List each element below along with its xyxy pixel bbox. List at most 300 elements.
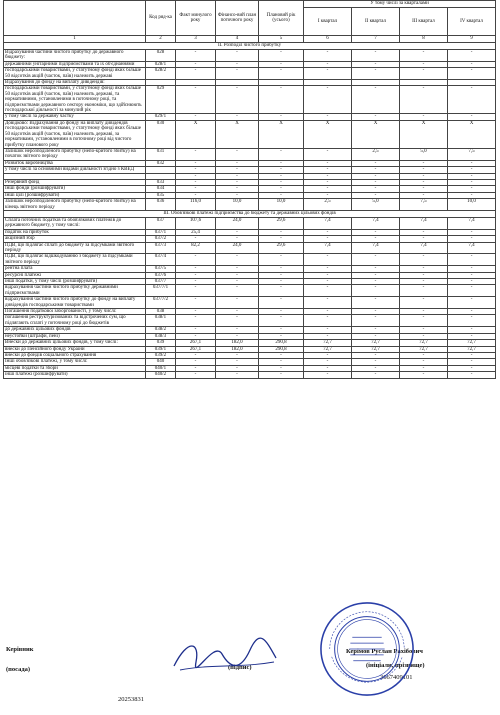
row-value-col-6: -	[304, 68, 352, 80]
row-label: Погашення податкової заборгованості, у тому числі:	[4, 309, 146, 315]
row-value-col-5: 10,0	[259, 199, 304, 211]
row-value-col-7: -	[352, 61, 400, 67]
row-value-col-8: -	[400, 229, 448, 235]
row-code: 037/7	[146, 279, 176, 285]
row-value-col-3: 116,0	[176, 199, 216, 211]
row-value-col-6: -	[304, 266, 352, 272]
row-value-col-8: -	[400, 359, 448, 365]
row-value-col-5: -	[259, 179, 304, 185]
row-value-col-7: -	[352, 365, 400, 371]
row-value-col-6: -	[304, 365, 352, 371]
row-value-col-8: -	[400, 372, 448, 378]
manager-name: Керімов Руслан Рахібович	[346, 648, 423, 655]
row-code: 038/2	[146, 327, 176, 333]
row-value-col-7: -	[352, 372, 400, 378]
row-label: внески до фондів соціального страхування	[4, 352, 146, 358]
row-value-col-9: -	[448, 372, 496, 378]
row-value-col-7: 5,0	[352, 199, 400, 211]
row-value-col-4: -	[216, 236, 259, 242]
official-stamp	[318, 600, 416, 698]
row-code: 040/1	[146, 365, 176, 371]
row-value-col-3: -	[176, 160, 216, 166]
row-value-col-5: -	[259, 333, 304, 339]
row-value-col-6: -	[304, 309, 352, 315]
row-value-col-5: -	[259, 50, 304, 62]
row-code: 037/3	[146, 242, 176, 254]
row-value-col-3: 267,1	[176, 340, 216, 346]
row-value-col-4: -	[216, 315, 259, 327]
row-value-col-7: -	[352, 186, 400, 192]
row-value-col-8: 7,5	[400, 199, 448, 211]
table-row	[4, 199, 496, 211]
row-label: податок на прибуток	[4, 229, 146, 235]
row-value-col-8: -	[400, 68, 448, 80]
section-3-body	[4, 210, 496, 378]
name-caption: (ініціали, прізвище)	[366, 662, 425, 669]
row-value-col-9: -	[448, 285, 496, 297]
table-row	[4, 254, 496, 266]
section-2-title: II. Розподіл чистого прибутку	[4, 43, 496, 50]
column-index-7: 7	[352, 36, 400, 43]
table-row	[4, 86, 496, 114]
row-code: 028/2	[146, 68, 176, 80]
row-value-col-8: -	[400, 114, 448, 120]
row-value-col-3: -	[176, 68, 216, 80]
row-value-col-4: -	[216, 297, 259, 309]
row-value-col-3: -	[176, 372, 216, 378]
table-row	[4, 148, 496, 160]
header-q1: I квартал	[304, 8, 352, 36]
row-value-col-9: -	[448, 254, 496, 266]
row-value-col-7: -	[352, 86, 400, 114]
row-value-col-9: -	[448, 179, 496, 185]
row-value-col-3: X	[176, 120, 216, 148]
row-code: 037	[146, 217, 176, 229]
row-label: Інші цілі (розшифрувати)	[4, 192, 146, 198]
row-value-col-3: -	[176, 297, 216, 309]
row-value-col-4: -	[216, 279, 259, 285]
row-value-col-3: 107,6	[176, 217, 216, 229]
column-index-4: 4	[216, 36, 259, 43]
column-index-row	[4, 36, 496, 43]
table-row	[4, 68, 496, 80]
row-value-col-5: -	[259, 114, 304, 120]
column-index-8: 8	[400, 36, 448, 43]
row-label: Довідково: Відрахування до фонду на виплату дивідендів господарськими товариствами, у статутному фонді яких більше 50 відсотків акцій (часток, паїв) належить державі, за нормативами, установленими в поточному році від чистого прибутку планового року	[4, 120, 146, 148]
row-label: інші податки, у тому числі (розшифрувати)	[4, 279, 146, 285]
row-value-col-8: -	[400, 86, 448, 114]
row-value-col-6: 72,7	[304, 346, 352, 352]
row-value-col-6: 2,5	[304, 199, 352, 211]
row-value-col-5: -	[259, 266, 304, 272]
row-value-col-8: 72,7	[400, 340, 448, 346]
manager-title: Керівник	[6, 646, 34, 653]
row-value-col-8: -	[400, 279, 448, 285]
row-value-col-9: -	[448, 352, 496, 358]
row-label: місцеві податки та збори	[4, 365, 146, 371]
row-value-col-5: X	[259, 120, 304, 148]
row-value-col-3: -	[176, 254, 216, 266]
row-value-col-6: 7,4	[304, 217, 352, 229]
row-value-col-9: -	[448, 160, 496, 166]
row-value-col-7: -	[352, 315, 400, 327]
row-label: відрахування частини чистого прибутку державними підприємствами	[4, 285, 146, 297]
row-value-col-7: -	[352, 297, 400, 309]
row-value-col-4: -	[216, 50, 259, 62]
row-value-col-4: -	[216, 61, 259, 67]
row-value-col-8: -	[400, 333, 448, 339]
row-value-col-4: 182,0	[216, 340, 259, 346]
row-value-col-5: -	[259, 279, 304, 285]
row-value-col-4: -	[216, 68, 259, 80]
row-value-col-6: -	[304, 192, 352, 198]
row-value-col-3: -	[176, 327, 216, 333]
row-value-col-8: 7,4	[400, 242, 448, 254]
row-value-col-6: -	[304, 179, 352, 185]
row-value-col-5: -	[259, 236, 304, 242]
row-value-col-7: -	[352, 352, 400, 358]
row-value-col-4: -	[216, 365, 259, 371]
row-value-col-5: -	[259, 372, 304, 378]
row-value-col-7: -	[352, 167, 400, 173]
row-value-col-8: -	[400, 327, 448, 333]
row-value-col-9: -	[448, 186, 496, 192]
row-value-col-9: -	[448, 86, 496, 114]
row-value-col-9: 10,0	[448, 199, 496, 211]
row-value-col-3: -	[176, 173, 216, 179]
row-value-col-6: -	[304, 315, 352, 327]
row-value-col-9: -	[448, 229, 496, 235]
row-value-col-7: -	[352, 309, 400, 315]
row-value-col-5: -	[259, 86, 304, 114]
signature-caption: (підпис)	[228, 664, 252, 671]
row-value-col-4: -	[216, 309, 259, 315]
row-value-col-3: -	[176, 167, 216, 173]
row-value-col-9: 72,7	[448, 346, 496, 352]
header-article	[4, 1, 146, 36]
row-value-col-4: -	[216, 148, 259, 160]
row-code: 037/5	[146, 266, 176, 272]
row-value-col-5: -	[259, 229, 304, 235]
row-value-col-8: -	[400, 173, 448, 179]
row-value-col-9: -	[448, 279, 496, 285]
header-quarters-group: У тому числі за кварталами	[304, 1, 496, 8]
row-value-col-9: 7,5	[448, 148, 496, 160]
row-value-col-9: 7,4	[448, 242, 496, 254]
row-value-col-3: -	[176, 272, 216, 278]
row-value-col-6: -	[304, 297, 352, 309]
row-value-col-3: -	[176, 179, 216, 185]
row-value-col-8: -	[400, 297, 448, 309]
row-value-col-7: -	[352, 192, 400, 198]
row-label: Інші обов'язкові платежі, у тому числі:	[4, 359, 146, 365]
row-code: 028/1	[146, 61, 176, 67]
row-value-col-6: -	[304, 279, 352, 285]
row-label: Залишок нерозподіленого прибутку (непо-критого збитку) на початок звітного періоду	[4, 148, 146, 160]
row-code: 028	[146, 50, 176, 62]
row-value-col-5: -	[259, 309, 304, 315]
row-code: 038/3	[146, 333, 176, 339]
row-value-col-9: -	[448, 309, 496, 315]
row-value-col-6: 72,7	[304, 340, 352, 346]
document-number: 20253831	[118, 696, 144, 703]
row-value-col-5: -	[259, 352, 304, 358]
row-value-col-4: -	[216, 192, 259, 198]
row-value-col-5: -	[259, 148, 304, 160]
row-value-col-5: 29,6	[259, 217, 304, 229]
position-caption: (посада)	[6, 666, 31, 673]
row-value-col-3: -	[176, 61, 216, 67]
row-code: 031	[146, 148, 176, 160]
row-value-col-6: -	[304, 50, 352, 62]
row-value-col-5: 29,6	[259, 242, 304, 254]
row-value-col-5: -	[259, 359, 304, 365]
row-value-col-4: -	[216, 359, 259, 365]
row-value-col-7: -	[352, 333, 400, 339]
row-value-col-3: -	[176, 315, 216, 327]
row-value-col-6: -	[304, 333, 352, 339]
row-value-col-6: 7,4	[304, 242, 352, 254]
row-value-col-9: -	[448, 315, 496, 327]
row-value-col-8: -	[400, 236, 448, 242]
row-value-col-5: -	[259, 254, 304, 266]
row-label: ПДВ, що підлягає сплаті до бюджету за підсумками звітного періоду	[4, 242, 146, 254]
row-value-col-6: -	[304, 372, 352, 378]
row-value-col-6: -	[304, 114, 352, 120]
row-value-col-4: -	[216, 333, 259, 339]
row-value-col-9: -	[448, 266, 496, 272]
row-value-col-6: -	[304, 160, 352, 166]
row-label: Відрахування до фонду на виплату дивідендів:	[4, 80, 146, 86]
row-value-col-7: -	[352, 285, 400, 297]
row-value-col-3: 82,2	[176, 242, 216, 254]
row-value-col-9: -	[448, 114, 496, 120]
row-value-col-6: -	[304, 359, 352, 365]
row-value-col-4: -	[216, 114, 259, 120]
row-value-col-9: -	[448, 297, 496, 309]
header-q4: IV квартал	[448, 8, 496, 36]
row-value-col-7: -	[352, 359, 400, 365]
row-value-col-9: -	[448, 167, 496, 173]
row-value-col-4: 10,0	[216, 199, 259, 211]
row-value-col-8: -	[400, 186, 448, 192]
row-value-col-4: -	[216, 179, 259, 185]
row-value-col-7: -	[352, 173, 400, 179]
row-label: державними унітарними підприємствами та їх об'єднаннями	[4, 61, 146, 67]
row-value-col-4: -	[216, 167, 259, 173]
row-code: 039/2	[146, 352, 176, 358]
row-label: Залишок нерозподіленого прибутку (непо-критого збитку) на кінець звітного періоду	[4, 199, 146, 211]
row-code: 037/7/2	[146, 297, 176, 309]
row-code: 032	[146, 160, 176, 166]
row-value-col-4: 182,0	[216, 346, 259, 352]
row-value-col-3: -	[176, 86, 216, 114]
row-value-col-8: -	[400, 272, 448, 278]
row-value-col-6: -	[304, 173, 352, 179]
row-value-col-4: X	[216, 120, 259, 148]
row-value-col-5: -	[259, 297, 304, 309]
row-value-col-8: -	[400, 285, 448, 297]
row-value-col-9: -	[448, 61, 496, 67]
row-value-col-6: -	[304, 352, 352, 358]
row-value-col-7: -	[352, 236, 400, 242]
section-2-body	[4, 43, 496, 211]
column-index-6: 6	[304, 36, 352, 43]
row-value-col-7: -	[352, 266, 400, 272]
table-row	[4, 297, 496, 309]
row-code: 040/2	[146, 372, 176, 378]
row-value-col-6: -	[304, 186, 352, 192]
row-value-col-8: 7,4	[400, 217, 448, 229]
row-value-col-8: -	[400, 315, 448, 327]
row-value-col-9: -	[448, 68, 496, 80]
row-value-col-8: 72,7	[400, 346, 448, 352]
column-index-5: 5	[259, 36, 304, 43]
row-value-col-7: 72,7	[352, 346, 400, 352]
row-value-col-7: -	[352, 50, 400, 62]
row-value-col-4: -	[216, 229, 259, 235]
row-value-col-9: -	[448, 272, 496, 278]
row-value-col-5: -	[259, 167, 304, 173]
row-value-col-5: -	[259, 186, 304, 192]
row-label: неустойки (штрафи, пені)	[4, 333, 146, 339]
row-value-col-5: -	[259, 272, 304, 278]
column-index-3: 3	[176, 36, 216, 43]
row-value-col-3: 267,1	[176, 346, 216, 352]
row-value-col-3: -	[176, 50, 216, 62]
row-value-col-9: -	[448, 236, 496, 242]
row-value-col-8: -	[400, 167, 448, 173]
row-label: господарськими товариствами, у статутному фонді яких більше 50 відсотків акцій (часток, паїв) належить державі, та нормативними, установленими в поточному році, та підприємствами державного сектору економіки, що здійснюють господарської діяльності за минулий рік	[4, 86, 146, 114]
row-code: 029	[146, 86, 176, 114]
row-value-col-7: -	[352, 254, 400, 266]
row-code: 037/2	[146, 236, 176, 242]
row-value-col-3: -	[176, 333, 216, 339]
row-value-col-3: -	[176, 279, 216, 285]
row-value-col-3: -	[176, 365, 216, 371]
table-row	[4, 217, 496, 229]
row-value-col-3: -	[176, 186, 216, 192]
row-value-col-7: -	[352, 114, 400, 120]
row-value-col-7: -	[352, 327, 400, 333]
row-value-col-7: -	[352, 68, 400, 80]
row-label: господарськими товариствами, у статутному фонді яких більше 50 відсотків акцій (часток, паїв) належить державі	[4, 68, 146, 80]
row-value-col-4: -	[216, 372, 259, 378]
row-value-col-8: -	[400, 365, 448, 371]
row-value-col-3: -	[176, 266, 216, 272]
row-value-col-7: -	[352, 160, 400, 166]
row-value-col-7: 2,5	[352, 148, 400, 160]
row-label: Внески до державних цільових фондів, у тому числі:	[4, 340, 146, 346]
row-value-col-8: -	[400, 61, 448, 67]
row-value-col-8: X	[400, 120, 448, 148]
row-code: 033	[146, 179, 176, 185]
row-label: ресурсні платежі	[4, 272, 146, 278]
row-value-col-9: -	[448, 192, 496, 198]
row-value-col-3: -	[176, 148, 216, 160]
tax-id: 3667409101	[380, 674, 413, 681]
row-code: 029/1	[146, 114, 176, 120]
row-value-col-7: -	[352, 279, 400, 285]
row-value-col-7: -	[352, 272, 400, 278]
row-label: до державних цільових фондів	[4, 327, 146, 333]
row-value-col-4: -	[216, 352, 259, 358]
row-value-col-6: -	[304, 236, 352, 242]
row-value-col-6: -	[304, 61, 352, 67]
row-label: Інші фонди (розшифрувати)	[4, 186, 146, 192]
row-value-col-8: 5,0	[400, 148, 448, 160]
row-value-col-4: -	[216, 160, 259, 166]
row-value-col-9: -	[448, 359, 496, 365]
row-value-col-5: -	[259, 68, 304, 80]
row-label: внески до Пенсійного фонду України	[4, 346, 146, 352]
row-value-col-3: -	[176, 285, 216, 297]
row-value-col-5: 290,8	[259, 340, 304, 346]
row-code: 030	[146, 120, 176, 148]
row-value-col-3: -	[176, 359, 216, 365]
row-value-col-6: -	[304, 86, 352, 114]
row-code: 040	[146, 359, 176, 365]
financial-plan-table	[3, 0, 496, 379]
row-value-col-9: -	[448, 50, 496, 62]
row-label: Відрахування частини чистого прибутку до державного бюджету:	[4, 50, 146, 62]
column-index-2: 2	[146, 36, 176, 43]
row-value-col-4: -	[216, 173, 259, 179]
row-value-col-6: -	[304, 148, 352, 160]
row-value-col-5: -	[259, 315, 304, 327]
handwritten-signature	[170, 632, 280, 677]
row-value-col-3: -	[176, 192, 216, 198]
row-value-col-5: -	[259, 61, 304, 67]
header-prev-fact: Факт минулого року	[176, 1, 216, 36]
column-index-9: 9	[448, 36, 496, 43]
row-label: у тому числі за основними видами діяльності згідно з КВЕД	[4, 167, 146, 173]
table-row	[4, 285, 496, 297]
row-code: 037/1	[146, 229, 176, 235]
row-value-col-5: -	[259, 285, 304, 297]
row-value-col-5: 290,8	[259, 346, 304, 352]
row-value-col-4: -	[216, 254, 259, 266]
row-value-col-7: X	[352, 120, 400, 148]
row-code: 037/7/1	[146, 285, 176, 297]
row-code: 037/4	[146, 254, 176, 266]
row-value-col-9: -	[448, 327, 496, 333]
row-value-col-5: -	[259, 192, 304, 198]
row-label: Резервний фонд	[4, 179, 146, 185]
row-value-col-6: -	[304, 327, 352, 333]
row-value-col-6: -	[304, 167, 352, 173]
row-value-col-3: -	[176, 236, 216, 242]
table-row	[4, 242, 496, 254]
row-label: Сплата поточних податків та обов'язкових платежів до державного бюджету, у тому числі:	[4, 217, 146, 229]
row-value-col-6: -	[304, 229, 352, 235]
row-value-col-8: -	[400, 352, 448, 358]
row-label: погашення реструктуризованих та відстрочених сум, що підлягають сплаті у поточному році до бюджетів	[4, 315, 146, 327]
row-value-col-5: -	[259, 173, 304, 179]
row-code: 036	[146, 199, 176, 211]
row-label: ПДВ, що підлягає відшкодуванню з бюджету за підсумками звітного періоду	[4, 254, 146, 266]
row-value-col-4: -	[216, 272, 259, 278]
row-label: відрахування частини чистого прибутку до фонду на виплату дивідендів господарськими товариствами	[4, 297, 146, 309]
row-value-col-7: 7,4	[352, 242, 400, 254]
row-value-col-8: -	[400, 266, 448, 272]
table-row	[4, 372, 496, 378]
column-index-1: 1	[4, 36, 146, 43]
row-value-col-6: -	[304, 285, 352, 297]
row-value-col-8: -	[400, 160, 448, 166]
row-value-col-7: -	[352, 179, 400, 185]
row-value-col-4: -	[216, 86, 259, 114]
